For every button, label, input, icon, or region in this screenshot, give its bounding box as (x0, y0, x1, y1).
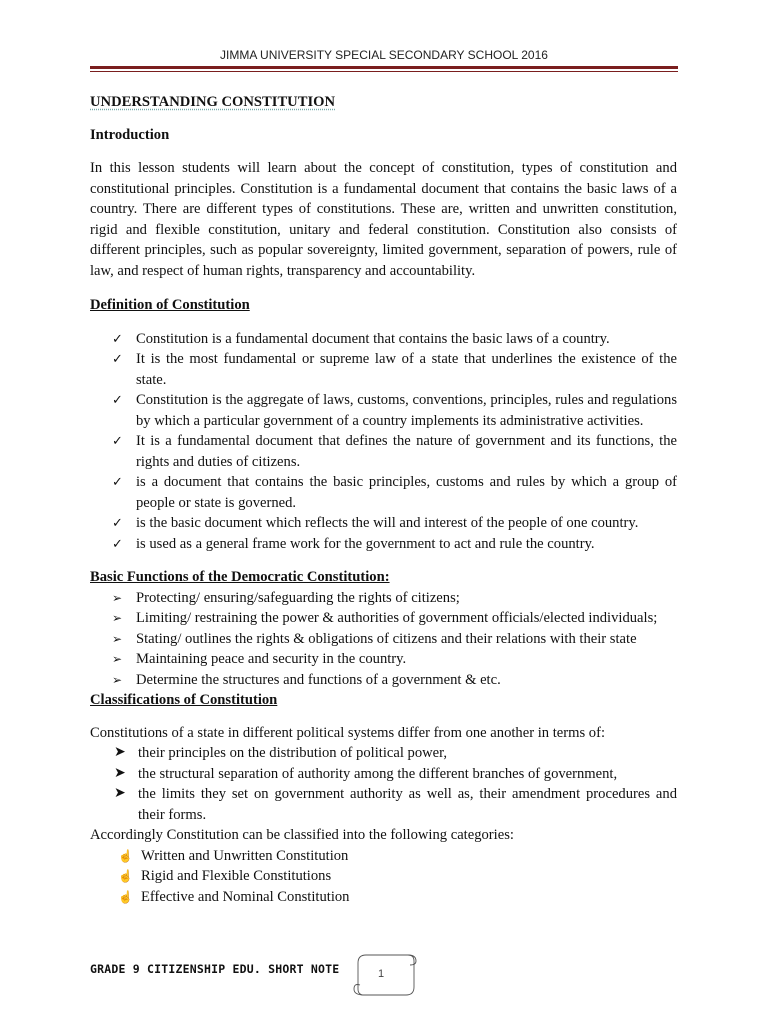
list-item: ✓ Constitution is the aggregate of laws, customs, conventions, principles, rules and regulations by which a particular government of a country implements its administrative activities. (112, 392, 677, 429)
check-icon: ✓ (112, 474, 123, 489)
list-item: ✓ It is a fundamental document that defines the nature of government and its functions, the rights and duties of citizens. (112, 433, 677, 470)
categories-intro: Accordingly Constitution can be classified into the following categories: (90, 827, 514, 843)
check-icon: ✓ (112, 330, 123, 346)
list-item: ➢ Protecting/ ensuring/safeguarding the rights of citizens; (90, 588, 677, 609)
arrow-bullet-icon: ➢ (112, 590, 123, 605)
list-item: ✓ Constitution is a fundamental document that contains the basic laws of a country. (90, 329, 677, 350)
list-item: ➢ Determine the structures and functions of a government & etc. (90, 670, 677, 691)
arrow-bullet-icon: ➤ (114, 745, 126, 760)
intro-heading: Introduction (90, 126, 170, 143)
arrow-bullet-icon: ➤ (114, 765, 126, 781)
check-icon: ✓ (112, 392, 123, 407)
classifications-heading: Classifications of Constitution (90, 692, 278, 708)
arrow-bullet-icon: ➤ (114, 786, 126, 801)
list-item: ➢ Maintaining peace and security in the country. (90, 649, 677, 670)
scroll-icon (350, 951, 420, 1001)
pointing-hand-icon: ☝ (118, 889, 133, 904)
list-item: ➢ Stating/ outlines the rights & obligations of citizens and their relations with their state (90, 629, 677, 650)
arrow-bullet-icon: ➢ (112, 652, 123, 666)
check-icon: ✓ (112, 433, 123, 448)
page-number: 1 (378, 968, 385, 980)
functions-heading: Basic Functions of the Democratic Constitution: (90, 569, 390, 585)
list-item: ✓ is used as a general frame work for the government to act and rule the country. (90, 534, 677, 555)
pointing-hand-icon: ☝ (118, 869, 133, 883)
list-item: ➤ the limits they set on government authority as well as, their amendment procedures and their forms. (114, 786, 677, 823)
classifications-intro: Constitutions of a state in different political systems differ from one another in terms of: (90, 724, 605, 741)
definition-heading: Definition of Constitution (90, 297, 250, 313)
arrow-bullet-icon: ➢ (112, 672, 123, 687)
arrow-bullet-icon: ➢ (112, 631, 123, 646)
check-icon: ✓ (112, 351, 123, 366)
classifications-list (90, 743, 677, 825)
header-rule-thick (90, 66, 678, 69)
document-body (90, 92, 677, 907)
list-item: ➢ Limiting/ restraining the power & authorities of government officials/elected individuals; (90, 608, 677, 629)
arrow-bullet-icon: ➢ (112, 611, 123, 625)
list-item: ☝ Written and Unwritten Constitution (90, 846, 677, 867)
page-header: JIMMA UNIVERSITY SPECIAL SECONDARY SCHOOL 2016 (220, 48, 548, 62)
check-icon: ✓ (112, 515, 123, 530)
functions-list (90, 588, 677, 691)
categories-list (90, 846, 677, 908)
document-title: UNDERSTANDING CONSTITUTION (90, 94, 336, 110)
list-item: ✓ is a document that contains the basic principles, customs and rules by which a group of people or state is governed. (112, 474, 677, 511)
footer-text: GRADE 9 CITIZENSHIP EDU. SHORT NOTE (90, 962, 340, 976)
definition-list (90, 329, 677, 555)
list-item: ☝ Effective and Nominal Constitution (90, 887, 677, 908)
header-rule-thin (90, 71, 678, 72)
pointing-hand-icon: ☝ (118, 848, 133, 863)
list-item: ➤ their principles on the distribution of political power, (90, 743, 677, 764)
list-item: ☝ Rigid and Flexible Constitutions (90, 866, 677, 887)
intro-paragraph: In this lesson students will learn about the concept of constitution, types of constitution and constitutional principles. Constitution is a fundamental document that contains the basic laws of a country. There are different types of constitutions. These are, written and unwritten constitution, rigid and flexible constitution, unitary and federal constitution. Constitution also consists of different principles, such as popular sovereignty, limited government, separation of powers, rule of law, and respect of human rights, transparency and accountability. (90, 160, 677, 279)
list-item: ➤ the structural separation of authority among the different branches of government, (90, 764, 677, 785)
check-icon: ✓ (112, 535, 123, 551)
list-item: ✓ is the basic document which reflects the will and interest of the people of one country. (90, 513, 677, 534)
list-item: ✓ It is the most fundamental or supreme law of a state that underlines the existence of the state. (112, 351, 677, 388)
